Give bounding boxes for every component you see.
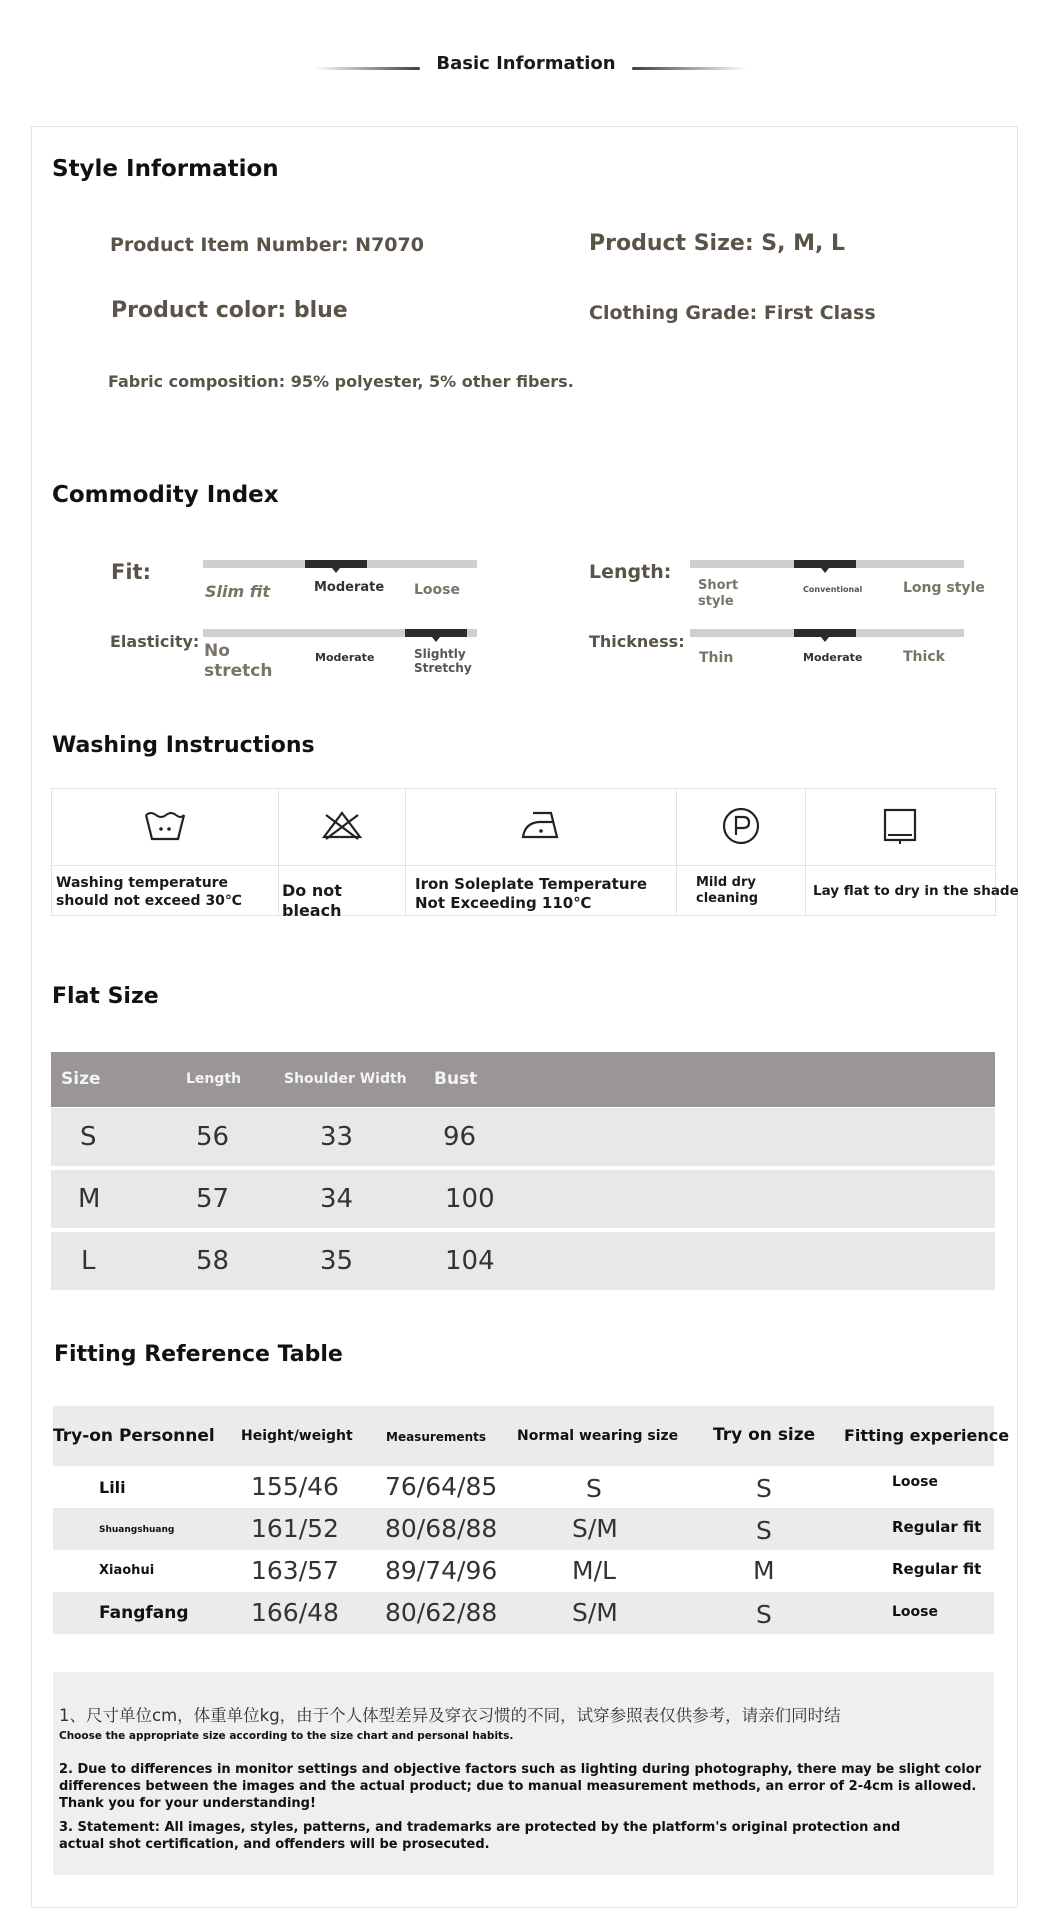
fit-scale-pointer bbox=[332, 568, 340, 573]
thickness-scale-pointer bbox=[821, 637, 829, 642]
wash-30-icon bbox=[143, 807, 187, 843]
page-title: Basic Information bbox=[436, 53, 616, 74]
note-line3: 3. Statement: All images, styles, patterns, and trademarks are protected by the platform's original protection and actual shot certification, and offenders will be prosecuted. bbox=[59, 1820, 901, 1852]
fit-cell-name: Shuangshuang bbox=[99, 1525, 175, 1535]
fit-cell-height-weight: 161/52 bbox=[251, 1514, 339, 1543]
thickness-scale bbox=[690, 629, 964, 637]
flat-cell-size: M bbox=[78, 1184, 101, 1214]
fit-cell-experience: Regular fit bbox=[892, 1518, 982, 1536]
header-left-line bbox=[315, 67, 420, 70]
note-line1-cn: 1、尺寸单位cm，体重单位kg，由于个人体型差异及穿衣习惯的不同，试穿参照表仅供参考，请亲们同时结 bbox=[59, 1706, 841, 1725]
wash-cell-temperature bbox=[52, 789, 279, 915]
iron-text: Iron Soleplate Temperature Not Exceeding 110℃ bbox=[415, 875, 648, 912]
flat-cell-length: 56 bbox=[196, 1122, 230, 1152]
dry-clean-text: Mild dry cleaning bbox=[696, 875, 759, 907]
product-color: Product color: blue bbox=[111, 298, 348, 323]
item-number: Product Item Number: N7070 bbox=[110, 234, 424, 256]
fit-cell-try-on-size: M bbox=[753, 1556, 775, 1585]
wash-cell-dry-clean bbox=[676, 789, 806, 915]
fit-cell-normal-size: S/M bbox=[572, 1514, 618, 1543]
no-bleach-icon bbox=[320, 807, 364, 843]
elasticity-scale bbox=[203, 629, 477, 637]
flat-cell-shoulder: 33 bbox=[320, 1122, 354, 1152]
fit-cell-name: Lili bbox=[99, 1478, 126, 1497]
dry-clean-p-icon bbox=[719, 807, 763, 845]
style-info-title: Style Information bbox=[52, 156, 279, 182]
length-option-short: Short style bbox=[698, 578, 739, 609]
table-row bbox=[53, 1592, 994, 1634]
washing-table bbox=[51, 788, 1019, 920]
elasticity-scale-pointer bbox=[432, 637, 440, 642]
thickness-option-thick: Thick bbox=[903, 649, 945, 665]
fit-header-experience: Fitting experience bbox=[844, 1426, 1010, 1445]
fit-header-personnel: Try-on Personnel bbox=[53, 1426, 215, 1446]
elasticity-option-no-stretch: No stretch bbox=[204, 641, 273, 682]
fit-cell-measurements: 80/68/88 bbox=[385, 1514, 498, 1543]
table-row bbox=[51, 1232, 995, 1290]
elasticity-scale-marker bbox=[405, 629, 467, 637]
elasticity-label: Elasticity: bbox=[110, 632, 200, 651]
fit-cell-try-on-size: S bbox=[756, 1600, 772, 1629]
fit-cell-name: Xiaohui bbox=[99, 1563, 155, 1578]
wash-temperature-text: Washing temperature should not exceed 30℃ bbox=[56, 875, 242, 909]
clothing-grade: Clothing Grade: First Class bbox=[589, 302, 876, 324]
thickness-option-moderate: Moderate bbox=[803, 651, 863, 664]
note-line1-en: Choose the appropriate size according to the size chart and personal habits. bbox=[59, 1730, 514, 1742]
dry-flat-shade-icon bbox=[878, 807, 922, 845]
fit-option-slim: Slim fit bbox=[205, 582, 270, 601]
flat-header-length: Length bbox=[186, 1071, 242, 1087]
table-row bbox=[51, 1170, 995, 1228]
fit-scale-marker bbox=[305, 560, 367, 568]
elasticity-option-moderate: Moderate bbox=[315, 651, 375, 664]
fabric-composition: Fabric composition: 95% polyester, 5% other fibers. bbox=[108, 372, 574, 391]
commodity-index-title: Commodity Index bbox=[52, 482, 279, 508]
flat-cell-size: L bbox=[81, 1246, 96, 1276]
no-bleach-text: Do not bleach bbox=[282, 881, 342, 920]
fit-cell-try-on-size: S bbox=[756, 1474, 772, 1503]
flat-cell-bust: 100 bbox=[445, 1184, 495, 1214]
thickness-label: Thickness: bbox=[589, 632, 685, 651]
fitting-header bbox=[53, 1406, 1010, 1466]
elasticity-option-slightly-stretchy: Slightly Stretchy bbox=[414, 647, 472, 676]
flat-header-bust: Bust bbox=[434, 1069, 478, 1089]
fit-cell-normal-size: M/L bbox=[572, 1556, 616, 1585]
fit-header-try-on-size: Try on size bbox=[713, 1425, 816, 1445]
fit-cell-normal-size: S bbox=[586, 1474, 602, 1503]
wash-cell-bleach bbox=[278, 789, 406, 920]
flat-cell-length: 58 bbox=[196, 1246, 230, 1276]
thickness-option-thin: Thin bbox=[699, 650, 734, 666]
notes-box bbox=[53, 1672, 994, 1875]
fit-scale bbox=[203, 560, 477, 568]
flat-cell-size: S bbox=[80, 1122, 97, 1152]
flat-size-title: Flat Size bbox=[52, 984, 159, 1009]
fit-cell-height-weight: 155/46 bbox=[251, 1472, 339, 1501]
flat-cell-bust: 96 bbox=[443, 1122, 477, 1152]
fit-label: Fit: bbox=[111, 560, 151, 584]
flat-cell-length: 57 bbox=[196, 1184, 230, 1214]
flat-cell-shoulder: 35 bbox=[320, 1246, 354, 1276]
fit-cell-height-weight: 166/48 bbox=[251, 1598, 339, 1627]
fit-option-moderate: Moderate bbox=[314, 580, 385, 595]
fit-option-loose: Loose bbox=[414, 582, 460, 598]
length-label: Length: bbox=[589, 561, 672, 583]
content-frame bbox=[31, 126, 1018, 1908]
fit-cell-name: Fangfang bbox=[99, 1603, 189, 1623]
fit-cell-experience: Regular fit bbox=[892, 1560, 982, 1578]
length-option-long: Long style bbox=[903, 580, 985, 596]
length-scale bbox=[690, 560, 964, 568]
thickness-scale-marker bbox=[794, 629, 856, 637]
note-line2: 2. Due to differences in monitor settings and objective factors such as lighting during photography, there may be slight color differences between the images and the actual product; due to manual measurement methods, an error of 2-4cm is allowed. Thank you for your understanding! bbox=[59, 1762, 982, 1811]
table-row bbox=[53, 1466, 994, 1508]
table-row bbox=[51, 1108, 995, 1166]
fit-header-height-weight: Height/weight bbox=[241, 1428, 353, 1444]
flat-header-shoulder: Shoulder Width bbox=[284, 1071, 407, 1087]
fit-cell-height-weight: 163/57 bbox=[251, 1556, 339, 1585]
header-right-line bbox=[632, 67, 747, 70]
product-size: Product Size: S, M, L bbox=[589, 231, 846, 256]
length-scale-pointer bbox=[821, 568, 829, 573]
fit-cell-experience: Loose bbox=[892, 1604, 938, 1620]
fit-cell-measurements: 80/62/88 bbox=[385, 1598, 498, 1627]
table-row bbox=[53, 1508, 994, 1550]
fit-header-normal-size: Normal wearing size bbox=[517, 1428, 679, 1444]
fit-cell-measurements: 76/64/85 bbox=[385, 1472, 498, 1501]
flat-cell-bust: 104 bbox=[445, 1246, 495, 1276]
wash-cell-dry-flat bbox=[805, 789, 1019, 915]
iron-icon bbox=[519, 807, 563, 843]
flat-header-size: Size bbox=[61, 1069, 101, 1089]
fit-cell-normal-size: S/M bbox=[572, 1598, 618, 1627]
fit-cell-try-on-size: S bbox=[756, 1516, 772, 1545]
fit-cell-measurements: 89/74/96 bbox=[385, 1556, 498, 1585]
fit-header-measurements: Measurements bbox=[386, 1430, 486, 1444]
flat-cell-shoulder: 34 bbox=[320, 1184, 354, 1214]
wash-cell-iron bbox=[405, 789, 677, 915]
table-row bbox=[53, 1550, 994, 1592]
dry-flat-text: Lay flat to dry in the shade bbox=[813, 883, 1019, 899]
washing-title: Washing Instructions bbox=[52, 733, 315, 758]
flat-size-header bbox=[51, 1052, 995, 1107]
length-scale-marker bbox=[794, 560, 856, 568]
fitting-title: Fitting Reference Table bbox=[54, 1342, 343, 1367]
length-option-conventional: Conventional bbox=[803, 585, 863, 594]
fit-cell-experience: Loose bbox=[892, 1474, 938, 1490]
